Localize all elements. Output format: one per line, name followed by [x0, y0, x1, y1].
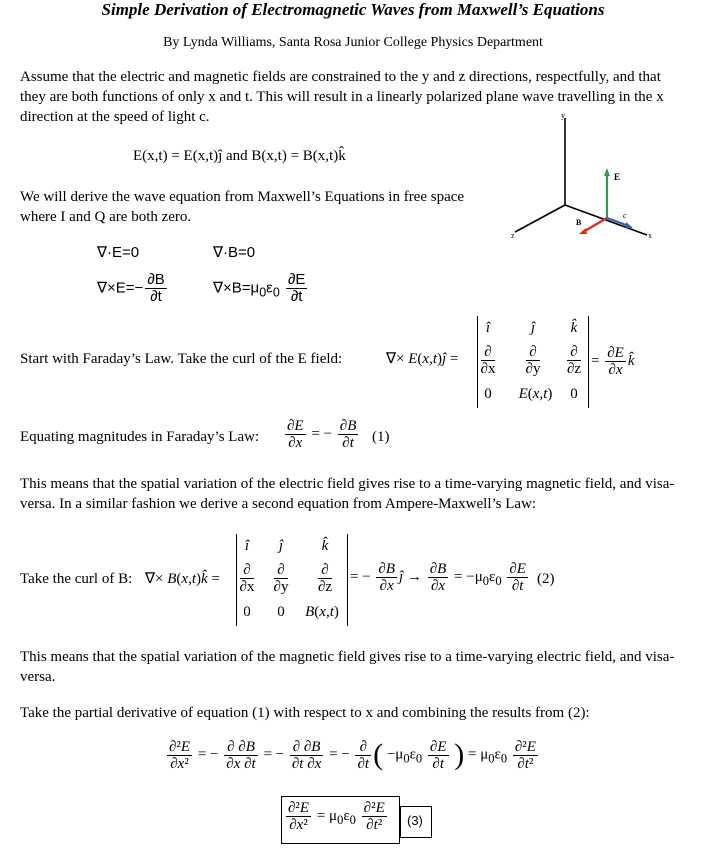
curl-E-determinant: î ĵ k̂ ∂ ∂x ∂ ∂y ∂ ∂z 0 E(x,t) 0: [477, 316, 589, 408]
label-B: B: [576, 218, 582, 227]
gauss-B: ∇·B=0: [213, 244, 256, 261]
partial-derivative-paragraph: Take the partial derivative of equation (1) with respect to x and combining the results from (2):: [20, 705, 590, 721]
wave-equation: $\frac{\text{∂²E}}{\text{∂x²}}$ = $\mu_0\varepsilon_0$ $\frac{\text{∂²E}}{\text{∂t²}}$: [288, 800, 385, 833]
spatial-E-paragraph: This means that the spatial variation of the electric field gives rise to a time-varying magnetic field, and visa-versa. In a similar fashion we derive a second equation from Ampere-Maxwell’s Law:: [20, 476, 675, 512]
field-definition: E(x,t) = E(x,t)ĵ and B(x,t) = B(x,t)k̂: [133, 148, 346, 164]
eq1-label: (1): [372, 429, 390, 445]
intro-paragraph: Assume that the electric and magnetic fields are constrained to the y and z directions, respectfully, and that they are both functions of only x and t. This will result in a linearly polarized plane wave travelling in the x direction at the speed of light c.: [20, 69, 664, 125]
gauss-E: ∇·E=0: [97, 244, 140, 261]
author-line: By Lynda Williams, Santa Rosa Junior College Physics Department: [163, 35, 543, 50]
label-c: c: [623, 211, 627, 220]
curl-B-rhs: = − $\frac{\partial B}{\partial x}$ ĵ → $\frac{\partial B}{\partial x}$ = $-\mu_0\varepsilon_0$ $\frac{\partial E}{\partial t}$: [350, 561, 526, 594]
ampere-law: $\nabla\times B=\mu_0\varepsilon_0$ $\frac{\partial E}{\partial t}$: [213, 271, 306, 305]
curl-E-lhs: ∇× E(x,t)ĵ =: [386, 351, 459, 367]
curl-B-lhs: ∇× B(x,t)k̂ =: [145, 571, 220, 587]
axis-x-label: x: [648, 231, 652, 240]
combined-derivation: $\frac{\text{∂²E}}{\text{∂x²}}$ = − $\frac{\partial \partial B}{\partial x \partial t}$ = − $\frac{\partial \partial B}{\partial t \partial x}$ = − $\frac{\partial}{\partial t}$ ( $-\mu_0\varepsilon_0$ $\frac{\partial E}{\partial t}$ ) = $\mu_0\varepsilon_0$ $\frac{\text{∂²E}}{\text{∂t²}}$: [169, 738, 536, 772]
eq3-label: (3): [407, 813, 423, 828]
axis-z-label: z: [511, 231, 515, 240]
axes-diagram: [505, 110, 665, 245]
curl-B-determinant: î ĵ k̂ ∂ ∂x ∂ ∂y ∂ ∂z 0 0 B(x,t): [236, 534, 348, 626]
faraday-intro: Start with Faraday’s Law. Take the curl of the E field:: [20, 351, 343, 367]
faraday-magnitudes: Equating magnitudes in Faraday’s Law:: [20, 429, 260, 445]
free-space-paragraph: We will derive the wave equation from Maxwell’s Equations in free space where I and Q are both zero.: [20, 189, 465, 225]
faraday-law: ∇×E=− $\frac{\partial B}{\partial t}$: [97, 271, 165, 305]
curl-E-rhs: = $\frac{\partial E}{\partial x}$ k̂: [591, 345, 635, 378]
page-title: Simple Derivation of Electromagnetic Waves from Maxwell’s Equations: [101, 0, 605, 19]
eq2-label: (2): [537, 571, 555, 587]
equation-1: $\frac{\partial E}{\partial x}$ = − $\frac{\partial B}{\partial t}$: [287, 418, 357, 451]
axis-y-label: y: [561, 111, 565, 120]
curl-B-intro: Take the curl of B:: [20, 571, 133, 587]
spatial-B-paragraph: This means that the spatial variation of the magnetic field gives rise to a time-varying electric field, and visa-versa.: [20, 649, 675, 685]
label-E: E: [614, 172, 621, 182]
